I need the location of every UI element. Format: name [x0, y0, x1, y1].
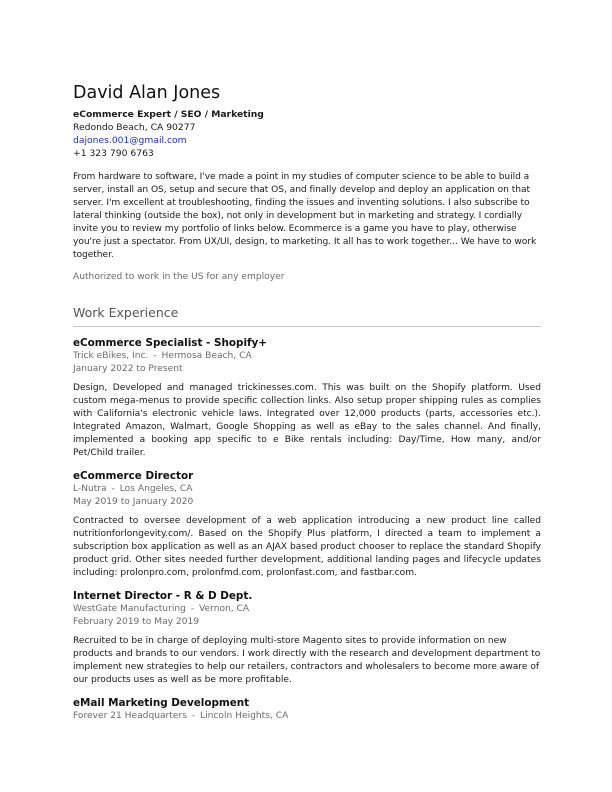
section-title-work-experience: Work Experience [73, 305, 541, 327]
job-description: Design, Developed and managed trickinesses.com. This was built on the Shopify platform. Used custom mega-menus to provide specific collection links. Also setup proper shipping rules as complies with California's electronic vehicle laws. Integrated over 12,000 products (parts, accessories etc.). Integrated Amazon, Walmart, Google Shopping as well as eBay to the sales channel. And finally, implemented a booking app specific to e Bike rentals including: Day/Time, How many, and/or Pet/Child trailer. [73, 383, 541, 458]
separator: - [190, 604, 195, 614]
job-title: Internet Director - R & D Dept. [73, 590, 253, 602]
phone-number: +1 323 790 6763 [73, 148, 154, 159]
work-authorization: Authorized to work in the US for any employer [73, 272, 285, 282]
job-description: Contracted to oversee development of a web application introducing a new product line called nutritionforlongevity.com/. Based on the Shopify Plus platform, I directed a team to implement a subscription box application as well as an AJAX based product chooser to replace the standard Shopify product grid. Other sites needed further development, additional landing pages and lifecycle updates including: prolonpro.com, prolonfmd.com, prolonfast.com, and fastbar.com. [73, 516, 541, 578]
separator: - [111, 484, 115, 494]
job-company-line [73, 483, 541, 495]
job-entry [73, 589, 541, 687]
job-company: L-Nutra [73, 484, 107, 494]
job-location: Lincoln Heights, CA [200, 711, 289, 721]
job-dates: February 2019 to May 2019 [73, 617, 200, 627]
headline: eCommerce Expert / SEO / Marketing [73, 109, 264, 120]
job-company-line [73, 710, 541, 722]
email-link[interactable]: dajones.001@gmail.com [73, 135, 187, 146]
job-location: Los Angeles, CA [119, 484, 193, 494]
job-title: eMail Marketing Development [73, 697, 250, 709]
job-company-line [73, 350, 541, 362]
job-entry [73, 336, 541, 460]
candidate-name: David Alan Jones [73, 83, 221, 103]
job-entry [73, 469, 541, 580]
separator: - [153, 351, 157, 361]
location: Redondo Beach, CA 90277 [73, 122, 196, 133]
job-description: Recruited to be in charge of deploying multi-store Magento sites to provide information on new products and brands to our vendors. I work directly with the research and development department to implement new strategies to help our retailers, contractors and wholesalers to become more aware of our products uses as well as be more profitable. [73, 636, 541, 685]
job-title: eCommerce Director [73, 470, 194, 482]
job-dates: May 2019 to January 2020 [73, 497, 194, 507]
job-dates: January 2022 to Present [73, 364, 183, 374]
job-company: Forever 21 Headquarters [73, 711, 187, 721]
job-entry [73, 696, 541, 722]
job-company: WestGate Manufacturing [73, 604, 186, 614]
job-company-line [73, 603, 541, 615]
resume-content [73, 82, 541, 722]
job-location: Hermosa Beach, CA [161, 351, 252, 361]
job-company: Trick eBikes, Inc. [73, 351, 149, 361]
job-title: eCommerce Specialist - Shopify+ [73, 337, 268, 349]
job-location: Vernon, CA [199, 604, 250, 614]
separator: - [191, 711, 196, 721]
summary-paragraph: From hardware to software, I've made a point in my studies of computer science to be able to build a server, install an OS, setup and secure that OS, and finally develop and deploy an application on that server. I'm excellent at troubleshooting, finding the issues and inventing solutions. I also subscribe to lateral thinking (outside the box), not only in development but in marketing and strategy. I cordially invite you to review my portfolio of links below. Ecommerce is a game you have to play, otherwise you're just a spectator. From UX/UI, design, to marketing. It all has to work together... We have to work together. [73, 172, 537, 260]
